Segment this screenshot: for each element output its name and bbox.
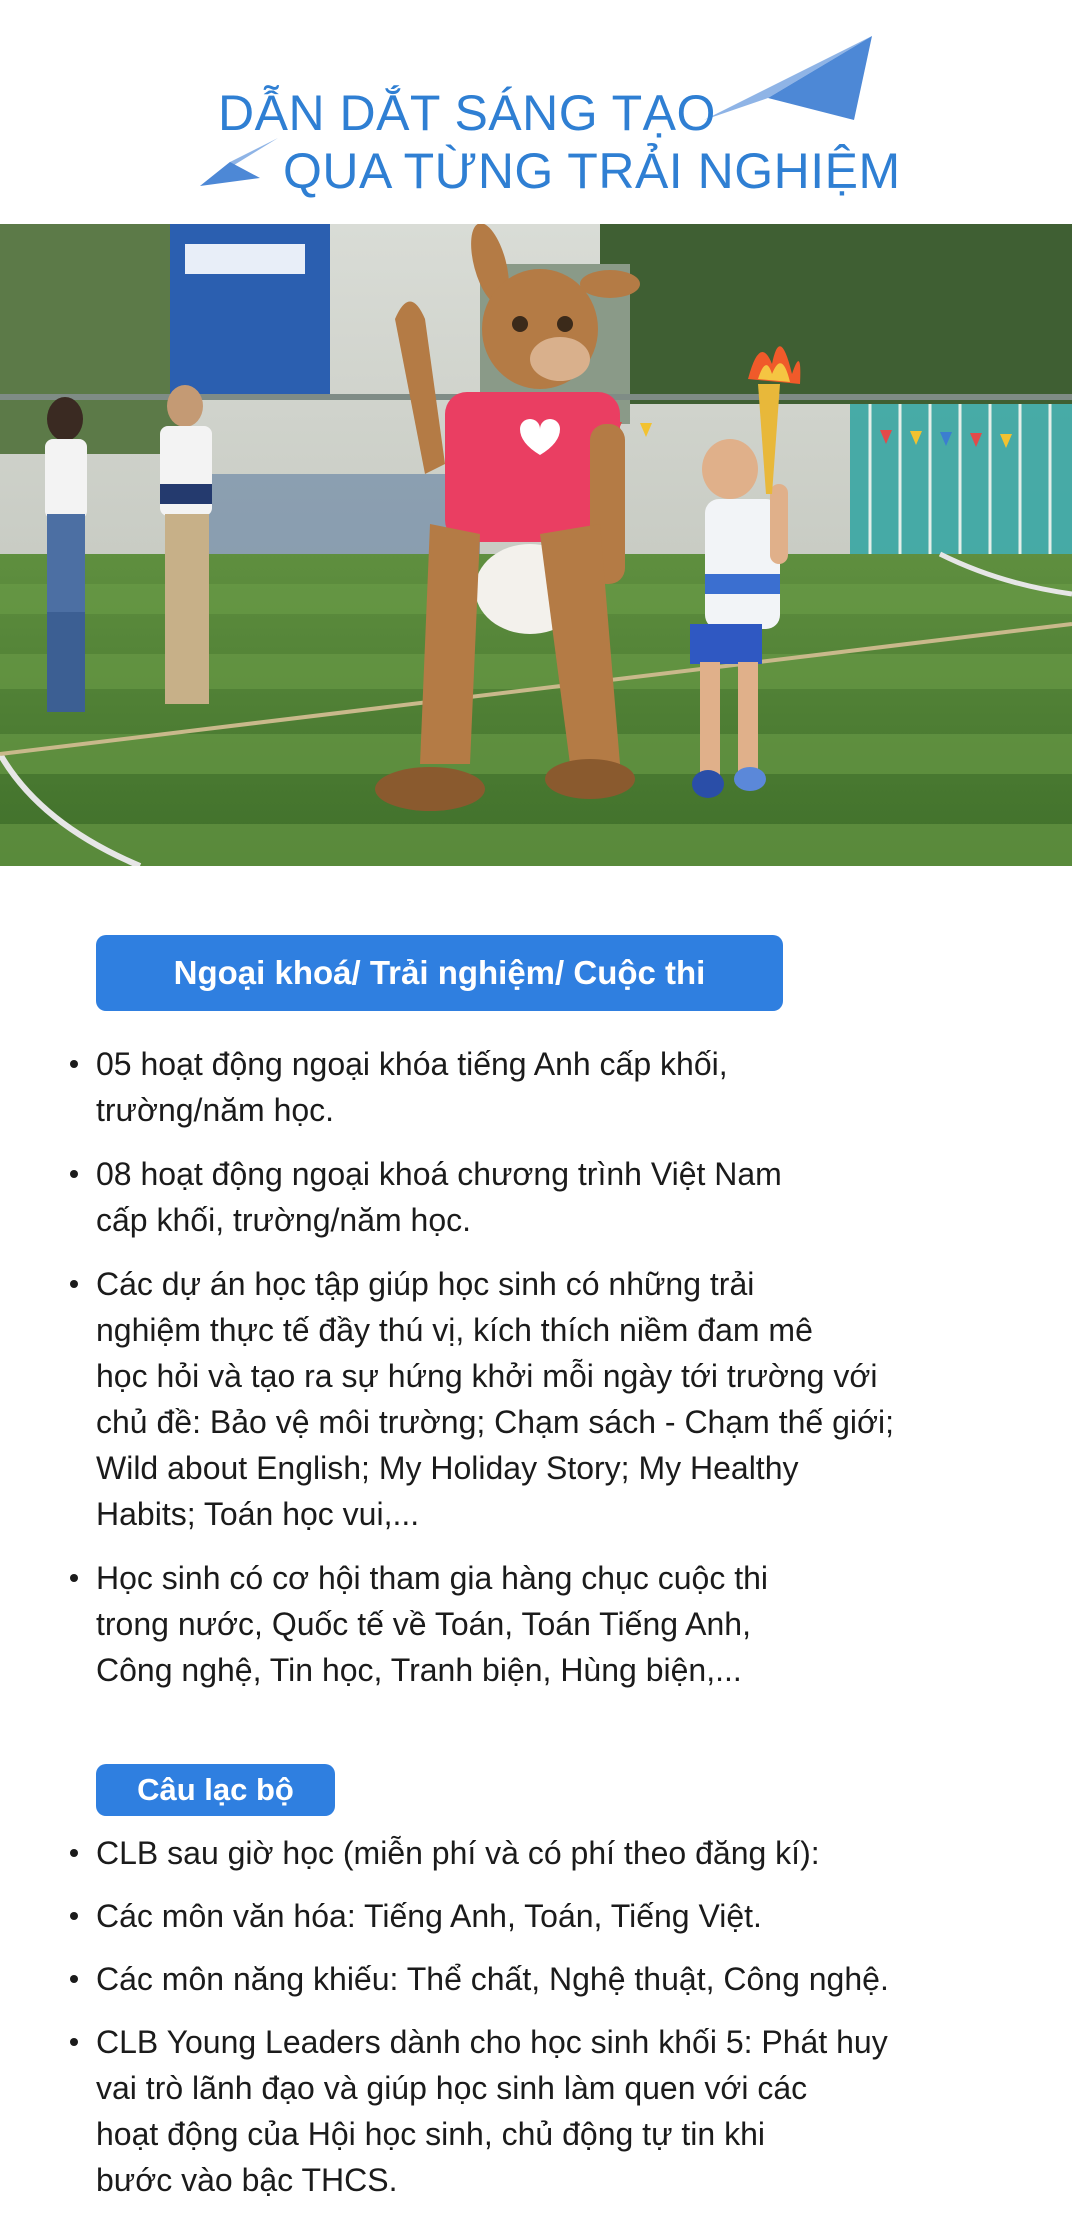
list-item xyxy=(0,2019,1072,2203)
list-item xyxy=(0,1956,1072,2002)
list-item xyxy=(0,1151,1072,1243)
paper-plane-icon xyxy=(704,36,872,124)
list-item-text-line: CLB Young Leaders dành cho học sinh khối 5: Phát huy xyxy=(96,2024,888,2060)
bullet-icon xyxy=(70,1975,78,1983)
page-title-line-1: DẪN DẮT SÁNG TẠO xyxy=(218,85,716,141)
section-title-clubs: Câu lạc bộ xyxy=(96,1764,335,1816)
list-item-text-line: 08 hoạt động ngoại khoá chương trình Việt Nam xyxy=(96,1156,782,1192)
extracurricular-list xyxy=(0,1041,1072,1711)
page-title-line-2: QUA TỪNG TRẢI NGHIỆM xyxy=(283,143,901,199)
list-item-text-line: Công nghệ, Tin học, Tranh biện, Hùng biện,... xyxy=(96,1652,742,1688)
mascot-torch-photo xyxy=(0,224,1072,866)
page-header xyxy=(0,0,1072,224)
bullet-icon xyxy=(70,1280,78,1288)
event-photo xyxy=(0,224,1072,866)
list-item-text-line: trong nước, Quốc tế về Toán, Toán Tiếng Anh, xyxy=(96,1606,751,1642)
list-item-text-line: Các môn năng khiếu: Thể chất, Nghệ thuật, Công nghệ. xyxy=(96,1961,889,1997)
list-item-text-line: bước vào bậc THCS. xyxy=(96,2162,398,2198)
bullet-icon xyxy=(70,1912,78,1920)
list-item-text-line: Các dự án học tập giúp học sinh có những trải xyxy=(96,1266,755,1302)
list-item-text-line: chủ đề: Bảo vệ môi trường; Chạm sách - Chạm thế giới; xyxy=(96,1404,894,1440)
list-item xyxy=(0,1893,1072,1939)
list-item-text-line: trường/năm học. xyxy=(96,1092,335,1128)
bullet-icon xyxy=(70,1060,78,1068)
bullet-icon xyxy=(70,2038,78,2046)
bullet-icon xyxy=(70,1574,78,1582)
list-item-text-line: 05 hoạt động ngoại khóa tiếng Anh cấp khối, xyxy=(96,1046,728,1082)
section-title-extracurricular: Ngoại khoá/ Trải nghiệm/ Cuộc thi xyxy=(96,935,783,1011)
list-item-text-line: hoạt động của Hội học sinh, chủ động tự tin khi xyxy=(96,2116,765,2152)
list-item-text-line: nghiệm thực tế đầy thú vị, kích thích niềm đam mê xyxy=(96,1312,813,1348)
list-item xyxy=(0,1555,1072,1693)
list-item-text-line: cấp khối, trường/năm học. xyxy=(96,1202,472,1238)
bullet-icon xyxy=(70,1170,78,1178)
list-item-text-line: Các môn văn hóa: Tiếng Anh, Toán, Tiếng Việt. xyxy=(96,1898,762,1934)
list-item xyxy=(0,1261,1072,1537)
clubs-list xyxy=(0,1830,1072,2220)
list-item-text-line: Học sinh có cơ hội tham gia hàng chục cuộc thi xyxy=(96,1560,769,1596)
list-item-text-line: học hỏi và tạo ra sự hứng khởi mỗi ngày tới trường với xyxy=(96,1358,878,1394)
list-item-text-line: vai trò lãnh đạo và giúp học sinh làm quen với các xyxy=(96,2070,808,2106)
list-item xyxy=(0,1830,1072,1876)
list-item-text-line: Wild about English; My Holiday Story; My Healthy xyxy=(96,1450,799,1486)
bullet-icon xyxy=(70,1849,78,1857)
paper-plane-icon xyxy=(200,138,278,188)
list-item-text-line: Habits; Toán học vui,... xyxy=(96,1496,420,1532)
list-item-text-line: CLB sau giờ học (miễn phí và có phí theo đăng kí): xyxy=(96,1835,820,1871)
list-item xyxy=(0,1041,1072,1133)
